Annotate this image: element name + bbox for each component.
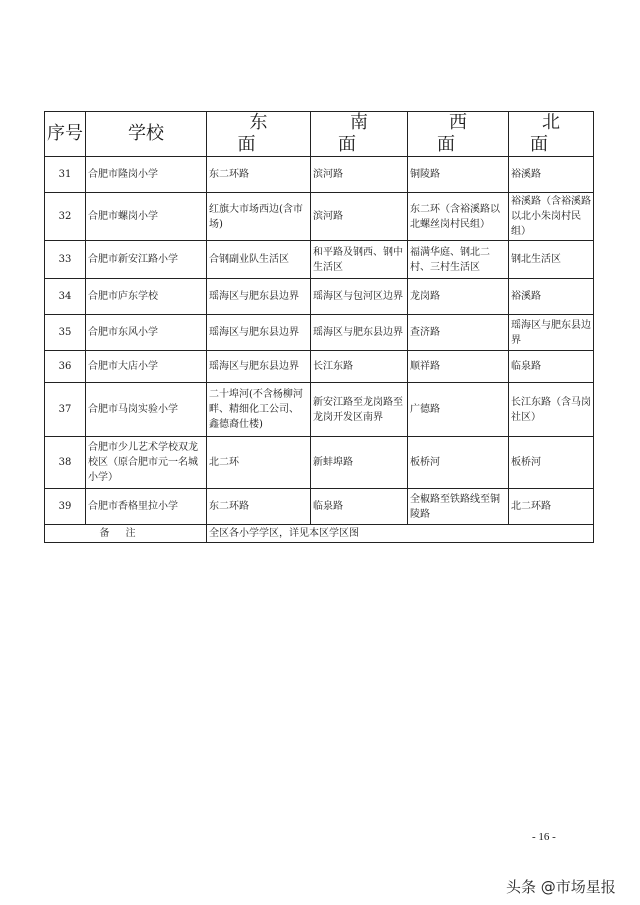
cell-east: 北二环: [207, 437, 311, 489]
cell-west: 东二环（含裕溪路以北螺丝岗村民组）: [408, 193, 509, 241]
table-row: [45, 193, 594, 241]
cell-school: 合肥市隆岗小学: [86, 157, 207, 193]
cell-north: 裕溪路: [509, 279, 594, 315]
cell-south: 长江东路: [311, 351, 408, 383]
cell-west: 广德路: [408, 383, 509, 437]
cell-serial: 35: [45, 315, 86, 351]
header-north: 北面: [509, 112, 594, 157]
cell-serial: 39: [45, 489, 86, 525]
table-row: [45, 351, 594, 383]
cell-east: 瑶海区与肥东县边界: [207, 279, 311, 315]
page-number: - 16 -: [532, 831, 556, 843]
note-label: 备注: [45, 525, 207, 543]
cell-north: 板桥河: [509, 437, 594, 489]
cell-serial: 33: [45, 241, 86, 279]
cell-serial: 38: [45, 437, 86, 489]
school-district-table: [44, 111, 594, 543]
cell-north: 长江东路（含马岗社区）: [509, 383, 594, 437]
cell-east: 合钢副业队生活区: [207, 241, 311, 279]
cell-school: 合肥市东风小学: [86, 315, 207, 351]
cell-serial: 37: [45, 383, 86, 437]
cell-school: 合肥市螺岗小学: [86, 193, 207, 241]
cell-east: 东二环路: [207, 489, 311, 525]
table-row: [45, 315, 594, 351]
cell-east: 红旗大市场西边(含市场): [207, 193, 311, 241]
header-west: 西面: [408, 112, 509, 157]
cell-west: 铜陵路: [408, 157, 509, 193]
note-row: [45, 525, 594, 543]
cell-serial: 36: [45, 351, 86, 383]
table-row: [45, 241, 594, 279]
cell-west: 全椒路至铁路线至铜陵路: [408, 489, 509, 525]
table-row: [45, 437, 594, 489]
cell-serial: 34: [45, 279, 86, 315]
header-east: 东面: [207, 112, 311, 157]
cell-south: 滨河路: [311, 157, 408, 193]
cell-west: 龙岗路: [408, 279, 509, 315]
cell-south: 新安江路至龙岗路至龙岗开发区南界: [311, 383, 408, 437]
cell-east: 瑶海区与肥东县边界: [207, 315, 311, 351]
cell-east: 二十埠河(不含杨柳河畔、精细化工公司、鑫德裔仕楼): [207, 383, 311, 437]
cell-south: 新蚌埠路: [311, 437, 408, 489]
cell-east: 瑶海区与肥东县边界: [207, 351, 311, 383]
cell-south: 临泉路: [311, 489, 408, 525]
cell-school: 合肥市马岗实验小学: [86, 383, 207, 437]
cell-south: 瑶海区与包河区边界: [311, 279, 408, 315]
header-south: 南面: [311, 112, 408, 157]
table-row: [45, 157, 594, 193]
cell-south: 瑶海区与肥东县边界: [311, 315, 408, 351]
cell-school: 合肥市庐东学校: [86, 279, 207, 315]
cell-north: 北二环路: [509, 489, 594, 525]
cell-west: 福满华庭、钢北二村、三村生活区: [408, 241, 509, 279]
cell-school: 合肥市香格里拉小学: [86, 489, 207, 525]
cell-north: 裕溪路: [509, 157, 594, 193]
cell-south: 滨河路: [311, 193, 408, 241]
cell-school: 合肥市大店小学: [86, 351, 207, 383]
cell-north: 临泉路: [509, 351, 594, 383]
cell-serial: 31: [45, 157, 86, 193]
cell-west: 顺祥路: [408, 351, 509, 383]
cell-north: 裕溪路（含裕溪路以北小朱岗村民组）: [509, 193, 594, 241]
cell-west: 查济路: [408, 315, 509, 351]
header-serial: 序号: [45, 112, 86, 157]
cell-school: 合肥市少儿艺术学校双龙校区（原合肥市元一名城小学）: [86, 437, 207, 489]
source-watermark: 头条 @市场星报: [506, 878, 616, 896]
cell-north: 瑶海区与肥东县边界: [509, 315, 594, 351]
cell-east: 东二环路: [207, 157, 311, 193]
cell-north: 钢北生活区: [509, 241, 594, 279]
table-row: [45, 489, 594, 525]
table-header-row: [45, 112, 594, 157]
cell-school: 合肥市新安江路小学: [86, 241, 207, 279]
cell-west: 板桥河: [408, 437, 509, 489]
table-row: [45, 279, 594, 315]
cell-serial: 32: [45, 193, 86, 241]
note-text: 全区各小学学区，详见本区学区图: [207, 525, 594, 543]
table-row: [45, 383, 594, 437]
cell-south: 和平路及钢西、钢中生活区: [311, 241, 408, 279]
header-school: 学校: [86, 112, 207, 157]
